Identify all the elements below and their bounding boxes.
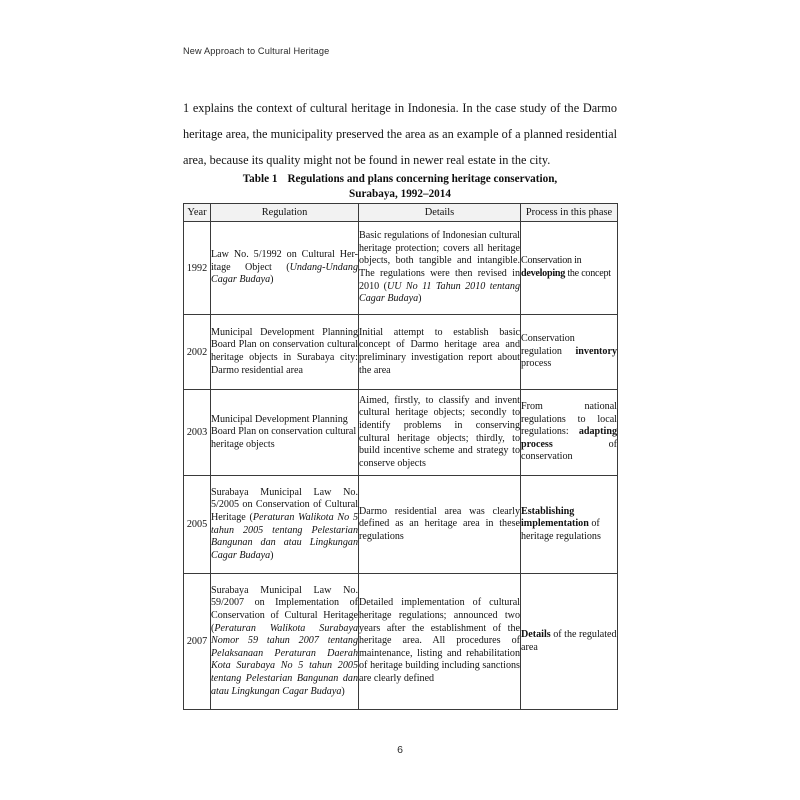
cell-details	[359, 390, 521, 476]
cell-text-run: )	[270, 549, 274, 561]
cell-year: 2007	[184, 574, 211, 710]
regulations-table-wrapper	[183, 203, 617, 710]
regulations-table	[183, 203, 618, 710]
cell-year: 2005	[184, 476, 211, 574]
cell-text-run-bold: Details	[521, 628, 551, 640]
cell-regulation-text: Municipal Development Planning Board Plan on conservation cultural heritage objects in Surabaya city: Darmo residential area	[211, 326, 358, 376]
cell-regulation	[211, 476, 359, 574]
page-number: 6	[397, 744, 403, 756]
cell-process	[521, 574, 618, 710]
cell-text-run: )	[418, 293, 422, 305]
cell-text-run: Surabaya Municipal Law No. 59/2007 on Implementation of Conservation of Cultural Heritage (	[211, 584, 358, 634]
cell-text-run: From national regulations to local regulations:	[521, 401, 617, 438]
cell-text-run-bold: adapting process	[521, 426, 617, 450]
cell-text-run: Surabaya Municipal Law No. 5/2005 on Conservation of Cultural Heritage (	[211, 486, 358, 523]
cell-details-text: Detailed implementation of cultural heritage regulations; announced two years after the establishment of the heritage area. All procedures of maintenance, listing and rehabilitation of heritage building including sanctions are clearly defined	[359, 597, 520, 684]
cell-text-run-bold: developing	[521, 268, 566, 279]
cell-text-run: )	[341, 685, 345, 697]
table-row	[184, 390, 618, 476]
cell-year: 2003	[184, 390, 211, 476]
cell-process-text	[521, 255, 617, 280]
table-caption-text: Regulations and plans concerning heritage conservation,	[287, 173, 558, 185]
cell-process-text	[521, 506, 617, 544]
table-header	[184, 204, 618, 222]
cell-regulation-text	[211, 249, 358, 287]
table-caption	[183, 172, 617, 201]
cell-details	[359, 476, 521, 574]
cell-regulation	[211, 222, 359, 315]
cell-details	[359, 222, 521, 315]
cell-text-run: of conservation	[521, 438, 617, 463]
cell-process-text	[521, 333, 617, 371]
cell-details-text: Initial attempt to establish basic concept of Darmo heritage area and preliminary investigation report about the area	[359, 326, 520, 376]
cell-text-run-italic: Peraturan Walikota No 5 tahun 2005 tentang Pelestarian Bangunan dan atau Lingkungan Cagar Budaya	[211, 511, 358, 561]
cell-text-run: Conservation regulation	[521, 333, 576, 357]
cell-year: 2002	[184, 315, 211, 390]
column-header-regulation: Regulation	[211, 204, 359, 222]
cell-text-run-italic: Undang-Undang Cagar Budaya	[211, 261, 358, 286]
cell-text-run: of the regulated area	[521, 628, 617, 653]
cell-process	[521, 476, 618, 574]
table-header-row	[184, 204, 618, 222]
cell-text-run: the concept	[565, 268, 611, 279]
cell-text-run: process	[521, 358, 552, 370]
cell-process	[521, 315, 618, 390]
cell-year: 1992	[184, 222, 211, 315]
table-caption-label: Table 1	[242, 173, 278, 185]
cell-text-run: Conservation in	[521, 255, 582, 267]
cell-details	[359, 574, 521, 710]
cell-text-run: Law No. 5/1992 on Cultural Her-itage Object (	[211, 249, 358, 273]
body-paragraph	[183, 95, 617, 173]
cell-text-run-italic: Peraturan Walikota Surabaya Nomor 59 tahun 2007 tentang Pelaksanaan Peraturan Daerah Kota Surabaya No 5 tahun 2005 tentang Pelestarian Bangunan dan atau Lingkungan Cagar Budaya	[211, 622, 358, 697]
column-header-process: Process in this phase	[521, 204, 618, 222]
cell-regulation-text	[211, 487, 358, 563]
cell-details	[359, 315, 521, 390]
table-caption-line-1	[183, 172, 617, 187]
cell-regulation	[211, 315, 359, 390]
body-paragraph-text: 1 explains the context of cultural heritage in Indonesia. In the case study of the Darmo heritage area, the municipality preserved the area as an example of a planned residential area, because its quality might not be found in newer real estate in the city.	[183, 101, 617, 167]
cell-text-run: of heritage regulations	[521, 518, 601, 542]
running-head: New Approach to Cultural Heritage	[183, 46, 330, 56]
column-header-details: Details	[359, 204, 521, 222]
cell-details-text: Aimed, firstly, to classify and invent cultural heritage objects; secondly to identify problems in conserving cultural heritage objects; thirdly, to build incentive scheme and strategy to conserve objects	[359, 394, 520, 469]
cell-text-run-bold: Establishing implementation	[521, 505, 589, 530]
cell-process	[521, 390, 618, 476]
cell-details-text	[359, 230, 520, 306]
table-body	[184, 222, 618, 710]
cell-text-run: )	[270, 274, 274, 286]
column-header-year: Year	[184, 204, 211, 222]
table-row	[184, 476, 618, 574]
cell-regulation-text	[211, 585, 358, 698]
cell-regulation-text: Municipal Development Planning Board Plan on conservation cultural heritage objects	[211, 413, 357, 450]
table-row	[184, 222, 618, 315]
cell-process-text	[521, 401, 617, 464]
cell-regulation	[211, 390, 359, 476]
cell-text-run-bold: inventory	[575, 345, 617, 357]
cell-process	[521, 222, 618, 315]
table-row	[184, 574, 618, 710]
cell-process-text	[521, 629, 617, 654]
cell-text-run: Basic regulations of Indonesian cultural heritage protection; covers all heritage objects, both tangible and intangible. The regulations were then revised in 2010 (	[359, 230, 520, 292]
cell-text-run-italic: UU No 11 Tahun 2010 tentang Cagar Budaya	[359, 280, 520, 305]
table-row	[184, 315, 618, 390]
table-caption-line-2: Surabaya, 1992–2014	[349, 187, 451, 200]
cell-details-text: Darmo residential area was clearly defined as an heritage area in these regulations	[359, 505, 520, 542]
cell-regulation	[211, 574, 359, 710]
